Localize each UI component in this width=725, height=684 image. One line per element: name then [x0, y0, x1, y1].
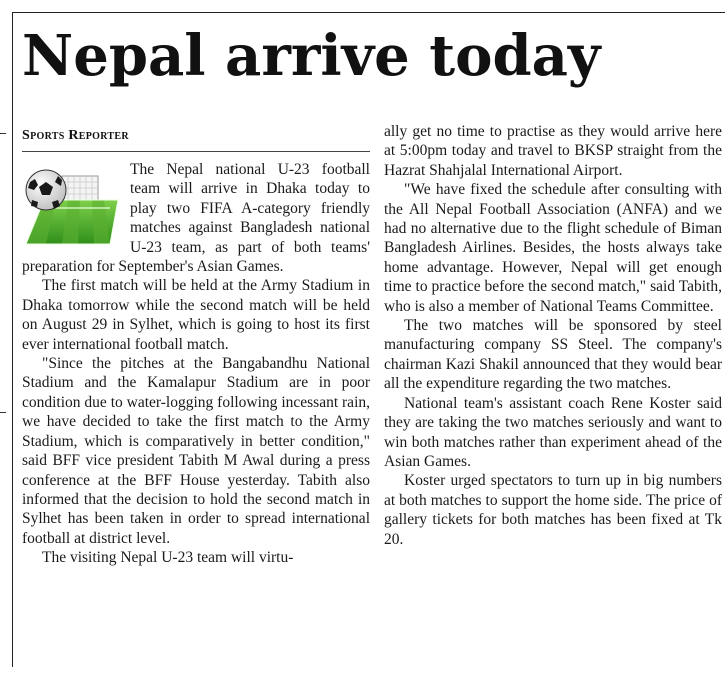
left-column-rule	[12, 12, 13, 667]
margin-tick	[0, 133, 6, 134]
paragraph: The two matches will be sponsored by steel manufacturing company SS Steel. The company's chairman Kazi Shakil announced that they would bear all the expenditure regarding the two matches.	[384, 317, 722, 393]
article-column-2	[384, 122, 722, 549]
paragraph: Koster urged spectators to turn up in big numbers at both matches to support the home side. The price of gallery tickets for both matches has been fixed at Tk 20.	[384, 472, 722, 548]
byline: Sports Reporter	[22, 128, 129, 143]
margin-tick	[0, 412, 6, 413]
paragraph: The Nepal national U-23 football team will arrive in Dhaka today to play two FIFA A-category friendly matches against Bangladesh national U-23 team, as part of both teams' preparation for September's Asian Games.	[22, 161, 370, 276]
headline: Nepal arrive today	[22, 23, 601, 89]
byline-divider	[22, 151, 370, 152]
paragraph: "We have fixed the schedule after consulting with the All Nepal Football Association (ANFA) and we had no alternative due to the flight schedule of Biman Bangladesh Airlines. Besides, the hosts always take home advantage. However, Nepal will get enough time to practice before the second match," said Tabith, who is also a member of National Teams Committee.	[384, 181, 722, 315]
paragraph: National team's assistant coach Rene Koster said they are taking the two matches seriously and want to win both matches rather than experiment ahead of the Asian Games.	[384, 394, 722, 470]
top-rule	[12, 12, 725, 13]
paragraph: ally get no time to practise as they would arrive here at 5:00pm today and travel to BKSP straight from the Hazrat Shahjalal International Airport.	[384, 123, 722, 179]
article-column-1	[22, 160, 370, 568]
football-pitch-icon	[22, 162, 122, 246]
paragraph: The first match will be held at the Army Stadium in Dhaka tomorrow while the second match will be held on August 29 in Sylhet, which is going to host its first ever international football match.	[22, 277, 370, 353]
paragraph: The visiting Nepal U-23 team will virtu-	[42, 549, 294, 567]
paragraph: "Since the pitches at the Bangabandhu National Stadium and the Kamalapur Stadium are in poor condition due to water-logging following incessant rain, we have decided to take the first match to the Army Stadium, which is comparatively in better condition," said BFF vice president Tabith M Awal during a press conference at the BFF House yesterday. Tabith also informed that the decision to hold the second match in Sylhet has been taken in order to spread international football at district level.	[22, 355, 370, 547]
